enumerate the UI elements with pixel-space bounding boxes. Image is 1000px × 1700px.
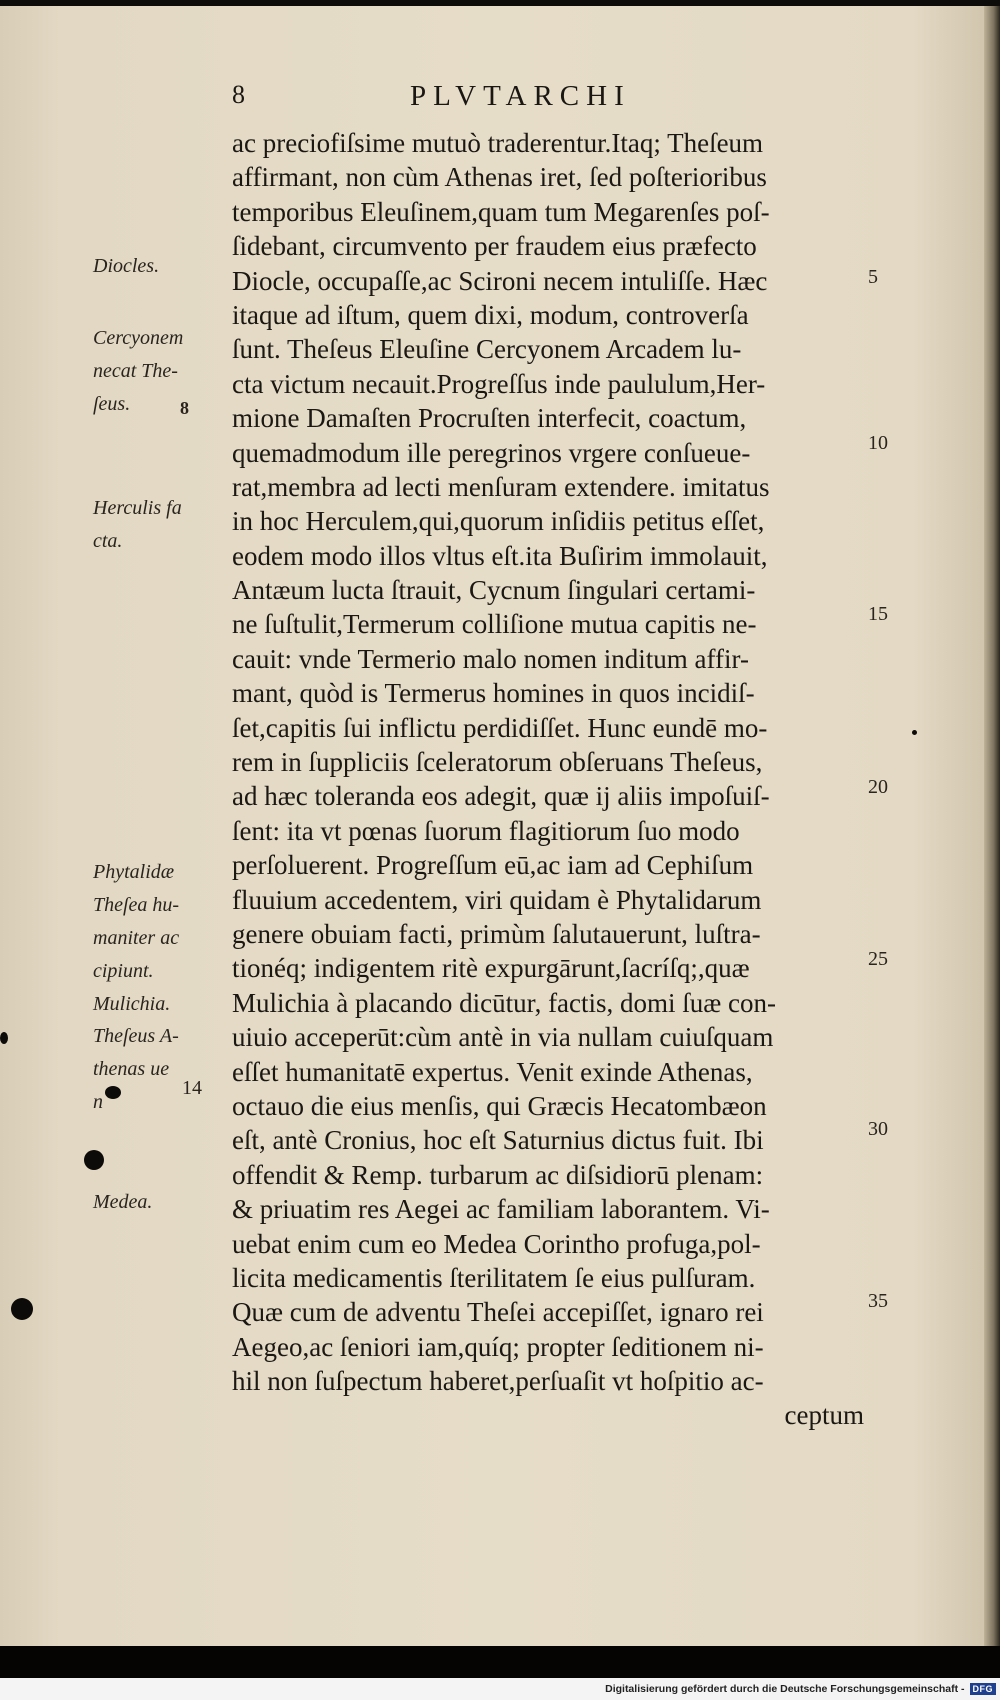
main-text-block — [232, 126, 872, 1433]
ink-spot — [84, 1150, 104, 1170]
text-line: perſoluerent. Progreſſum eū,ac iam ad Cephiſum — [232, 850, 754, 881]
text-line: eſt, antè Cronius, hoc eſt Saturnius dictus fuit. Ibi — [232, 1125, 764, 1156]
text-line: eſſet humanitatē expertus. Venit exinde Athenas, — [232, 1056, 753, 1087]
page-edge — [984, 6, 1000, 1646]
text-line: Mulichia à placando dicūtur, factis, domi ſuæ con- — [232, 987, 777, 1018]
text-line: rem in ſuppliciis ſceleratorum obſeruans Theſeus, — [232, 747, 763, 778]
text-line: in hoc Herculem,qui,quorum inſidiis petitus eſſet, — [232, 506, 765, 537]
text-line: uiuio acceperūt:cùm antè in via nullam cuiuſquam — [232, 1022, 774, 1053]
text-line: Diocle, occupaſſe,ac Scironi necem intuliſſe. Hæc — [232, 265, 768, 296]
text-line: hil non ſuſpectum haberet,perſuaſit vt hoſpitio ac- — [232, 1366, 764, 1397]
margin-note-medea: Medea. — [93, 1191, 153, 1213]
catchword: ceptum — [784, 1400, 864, 1431]
line-number: 25 — [868, 948, 888, 970]
text-line: rat,membra ad lecti menſuram extendere. imitatus — [232, 471, 770, 502]
margin-note-cercyonem: Cercyonem necat The- ſeus. — [93, 327, 184, 415]
margin-number: 8 — [180, 398, 189, 418]
text-line: & priuatim res Aegei ac familiam laborantem. Vi- — [232, 1194, 770, 1225]
line-number: 20 — [868, 776, 888, 798]
ink-spot — [11, 1298, 33, 1320]
dfg-logo-icon: DFG — [970, 1683, 997, 1695]
ink-spot — [105, 1086, 121, 1099]
text-line: ſidebant, circumvento per fraudem eius præfecto — [232, 231, 757, 262]
text-line: temporibus Eleuſinem,quam tum Megarenſes poſ- — [232, 196, 770, 227]
running-head: PLVTARCHI — [410, 80, 631, 112]
digitization-footer — [0, 1678, 1000, 1700]
text-line: Quæ cum de adventu Theſei accepiſſet, ignaro rei — [232, 1297, 764, 1328]
margin-note-diocles: Diocles. — [93, 255, 160, 277]
margin-number: 14 — [182, 1077, 202, 1099]
text-line: ne ſuſtulit,Termerum colliſione mutua capitis ne- — [232, 609, 757, 640]
line-number: 10 — [868, 432, 888, 454]
text-line: offendit & Remp. turbarum ac diſsidiorū plenam: — [232, 1159, 764, 1190]
text-line: ſunt. Theſeus Eleuſine Cercyonem Arcadem lu- — [232, 334, 742, 365]
ink-spot — [0, 1032, 8, 1044]
text-line: Antæum lucta ſtrauit, Cycnum ſingulari certami- — [232, 575, 756, 606]
line-number: 30 — [868, 1118, 888, 1140]
margin-note-phytalidae: Phytalidæ Theſea hu- maniter ac cipiunt. Mulichia. — [93, 861, 180, 1015]
text-line: ſet,capitis ſui inflictu perdidiſſet. Hunc eundē mo- — [232, 712, 768, 743]
scan-bottom-edge — [0, 1646, 1000, 1678]
line-number: 35 — [868, 1290, 888, 1312]
page-number: 8 — [232, 80, 245, 109]
ink-spot — [912, 730, 917, 735]
margin-note-herculis: Herculis fa cta. — [93, 497, 182, 552]
text-line: uebat enim cum eo Medea Corintho profuga,pol- — [232, 1228, 761, 1259]
text-line: itaque ad iſtum, quem dixi, modum, controverſa — [232, 299, 749, 330]
text-line: genere obuiam facti, primùm ſalutauerunt, luſtra- — [232, 918, 761, 949]
text-line: cauit: vnde Termerio malo nomen inditum affir- — [232, 643, 749, 674]
text-line: ac preciofiſsime mutuò traderentur.Itaq; Theſeum — [232, 128, 764, 158]
text-line: eodem modo illos vltus eſt.ita Buſirim immolauit, — [232, 540, 768, 571]
text-line: fluuium accedentem, viri quidam è Phytalidarum — [232, 884, 762, 915]
text-line: Aegeo,ac ſeniori iam,quíq; propter ſeditionem ni- — [232, 1331, 764, 1362]
text-line: octauo die eius menſis, qui Græcis Hecatombæon — [232, 1090, 767, 1121]
text-line: licita medicamentis ſterilitatem ſe eius pulſuram. — [232, 1262, 756, 1293]
text-line: mant, quòd is Termerus homines in quos incidiſ- — [232, 678, 755, 709]
margin-note-theseus-athenas: Theſeus A- thenas ue n — [93, 1025, 179, 1113]
footer-credit: Digitalisierung gefördert durch die Deutsche Forschungsgemeinschaft - — [605, 1683, 965, 1695]
line-number: 5 — [868, 266, 878, 288]
line-number: 15 — [868, 603, 888, 625]
text-line: affirmant, non cùm Athenas iret, ſed poſterioribus — [232, 162, 767, 193]
text-line: ſent: ita vt pœnas ſuorum flagitiorum ſuo modo — [232, 815, 740, 846]
page-header — [232, 80, 792, 120]
text-line: quemadmodum ille peregrinos vrgere conſueue- — [232, 437, 751, 468]
text-line: mione Damaſten Procruſten interfecit, coactum, — [232, 403, 747, 434]
text-line: tionéq; indigentem ritè expurgārunt,ſacríſq;,quæ — [232, 953, 750, 984]
text-line: ad hæc toleranda eos adegit, quæ ij aliis impoſuiſ- — [232, 781, 770, 812]
text-line: cta victum necauit.Progreſſus inde paululum,Her- — [232, 368, 766, 399]
